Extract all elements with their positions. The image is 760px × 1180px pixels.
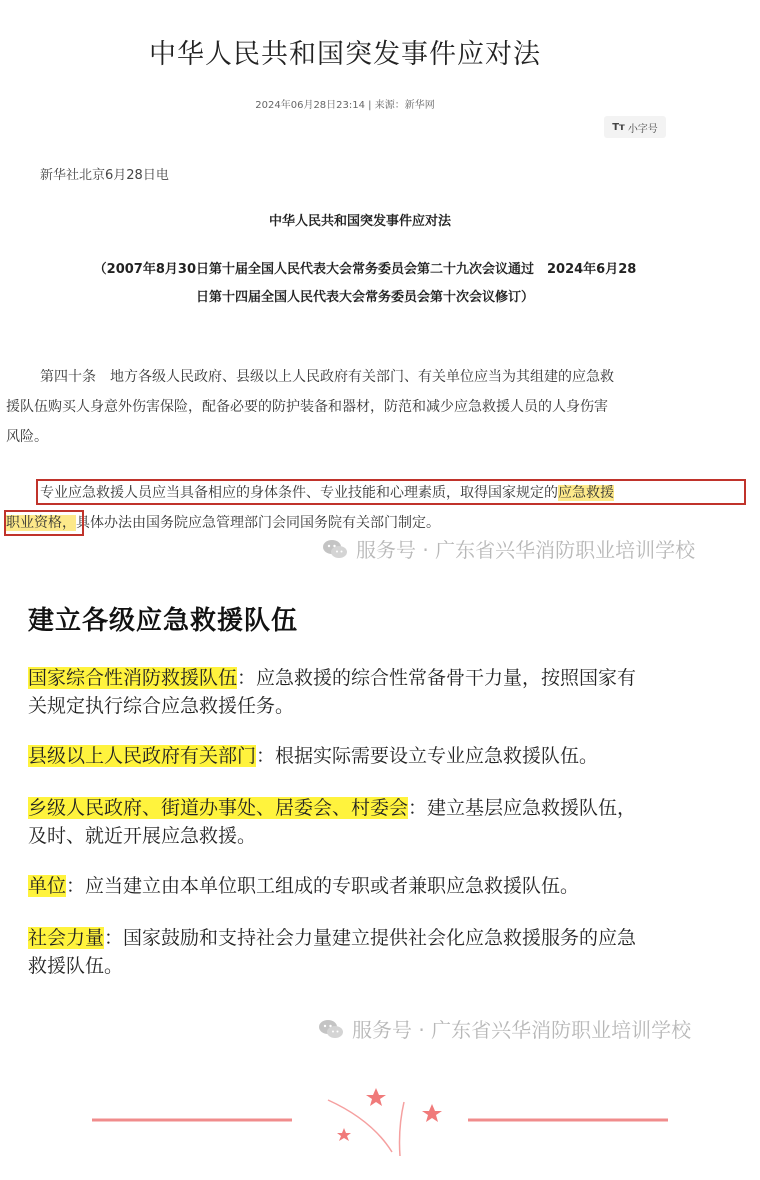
item-text: ：建立基层应急救援队伍， (408, 797, 637, 819)
firework-streak (400, 1102, 405, 1156)
dateline: 新华社北京6月28日电 (40, 168, 169, 183)
font-size-icon: Tт (612, 121, 625, 133)
item-text: ：国家鼓励和支持社会力量建立提供社会化应急救援服务的应急 (104, 927, 637, 949)
item-label: 县级以上人民政府有关部门 (28, 745, 257, 767)
wechat-icon (318, 1019, 344, 1039)
list-item (28, 924, 734, 980)
item-text: ：根据实际需要设立专业应急救援队伍。 (256, 745, 599, 767)
article-meta: 2024年06月28日23:14 | 来源：新华网 (255, 100, 435, 111)
red-annotation-box (36, 479, 746, 505)
list-item (28, 872, 734, 900)
star-icon (422, 1104, 442, 1122)
highlight-professional-qualification: 职业资格， (6, 515, 76, 531)
item-label: 单位 (28, 875, 67, 897)
watermark (322, 534, 695, 563)
law-title: 中华人民共和国突发事件应对法 (268, 214, 451, 229)
highlight-emergency-rescue: 应急救援 (558, 485, 614, 501)
article-40-paragraph (6, 362, 748, 452)
wechat-icon (322, 539, 348, 559)
font-size-label: 小字号 (627, 123, 658, 135)
item-label: 乡级人民政府、街道办事处、居委会、村委会 (28, 797, 409, 819)
list-item (28, 664, 734, 720)
firework-streak (328, 1100, 392, 1152)
adoption-line: （2007年8月30日第十届全国人民代表大会常务委员会第二十九次会议通过 2024年6月28 (93, 262, 637, 277)
paragraph-line: 风险。 (6, 429, 48, 445)
star-icon (337, 1128, 351, 1141)
star-icon (366, 1088, 386, 1106)
list-item (28, 794, 734, 850)
item-label: 社会力量 (28, 927, 105, 949)
paragraph-text: 具体办法由国务院应急管理部门会同国务院有关部门制定。 (76, 515, 440, 531)
section-title: 建立各级应急救援队伍 (28, 606, 299, 636)
item-text: ：应急救援的综合性常备骨干力量，按照国家有 (237, 667, 637, 689)
paragraph-text: 专业应急救援人员应当具备相应的身体条件、专业技能和心理素质，取得国家规定的 (40, 485, 558, 501)
paragraph-line: 第四十条 地方各级人民政府、县级以上人民政府有关部门、有关单位应当为其组建的应急救 (40, 369, 614, 385)
item-text: 及时、就近开展应急救援。 (28, 825, 257, 847)
item-text: 救援队伍。 (28, 955, 124, 977)
item-text: ：应当建立由本单位职工组成的专职或者兼职应急救援队伍。 (66, 875, 580, 897)
watermark-text: 服务号 · 广东省兴华消防职业培训学校 (356, 538, 696, 562)
paragraph-line: 援队伍购买人身意外伤害保险，配备必要的防护装备和器材，防范和减少应急救援人员的人身伤害 (6, 399, 608, 415)
red-annotation-box (4, 510, 84, 536)
font-size-toggle-button[interactable] (604, 116, 666, 138)
item-text: 关规定执行综合应急救援任务。 (28, 695, 295, 717)
adoption-line: 日第十四届全国人民代表大会常务委员会第十次会议修订） (195, 290, 534, 305)
watermark-text: 服务号 · 广东省兴华消防职业培训学校 (352, 1018, 692, 1042)
article-title: 中华人民共和国突发事件应对法 (149, 39, 541, 70)
list-item (28, 742, 734, 770)
item-label: 国家综合性消防救援队伍 (28, 667, 238, 689)
decorative-divider (0, 1080, 760, 1170)
adoption-note (40, 256, 690, 312)
watermark (318, 1014, 691, 1043)
